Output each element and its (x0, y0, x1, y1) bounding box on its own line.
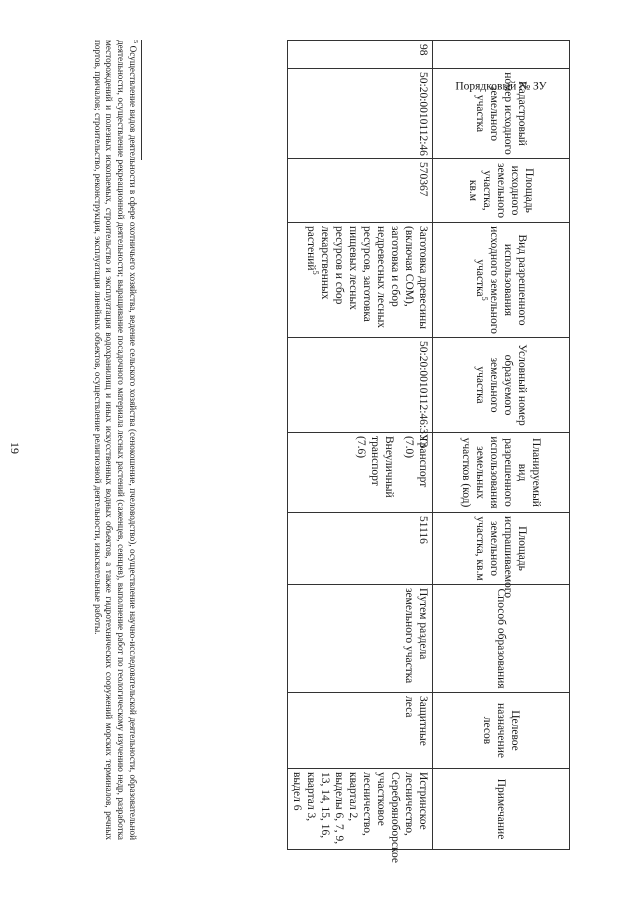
footnote-mark: 5 (132, 40, 140, 44)
cell-number: 98 (287, 41, 432, 69)
col-header-area-source: Площадь исходного земельного участка, кв.м (433, 159, 570, 223)
cell-use-type: Заготовка древесины (включая СОМ), заготовка и сбор недревесных лесных ресурсов, заготовка пищевых лесных ресурсов и сбор лекарственных растений$^5$ (287, 223, 432, 338)
col-header-cadastral: Кадастровый номер исходного земельного участка (433, 69, 570, 159)
col-header-purpose: Целевое назначение лесов (433, 693, 570, 769)
cell-planned-use (287, 433, 432, 513)
col-header-method: Способ образования (433, 585, 570, 693)
cell-cadastral: 50:20:0010112:46 (287, 69, 432, 159)
header-row (433, 41, 570, 850)
footnote (91, 40, 142, 840)
cell-purpose: Защитные леса (287, 693, 432, 769)
col-header-area-req: Площадь испрашиваемого земельного участка, кв.м (433, 513, 570, 585)
footnote-text: Осуществление видов деятельности в сфере охотничьего хозяйства, ведение сельского хозяйства (сенокошение, пчеловодство), осуществление научно-исследовательской деятельности, образовательной деятельности, осуществление рекреационной деятельности; выращивание посадочного материала лесных растений (саженцев, сеянцев), выполнение работ по геологическому изучению недр, разработка месторождений и полезных ископаемых, строительство и эксплуатация водохранилищ и иных искусственных водных объектов, а также гидротехнических сооружений морских терминалов, речных портов, причалов; строительство, реконструкция, эксплуатация линейных объектов, осуществление религиозной деятельности, изыскательные работы. (92, 40, 138, 841)
footnote-divider (141, 40, 142, 160)
cell-cond-num: 50:20:0010112:46:ЗУ3 (287, 338, 432, 433)
cell-area-req: 51116 (287, 513, 432, 585)
col-header-planned-use: Планируемый вид разрешенного использования земельных участков (код) (433, 433, 570, 513)
planned-use-1: Транспорт (7.0) (402, 436, 429, 488)
col-header-cond-num: Условный номер образуемого земельного участка (433, 338, 570, 433)
cell-note: Истринское лесничество, Серебряноборское участковое лесничество, квартал 2, выделы 6, 7, 9, 13, 14, 15, 16, квартал 3, выдел 6 (287, 769, 432, 850)
cell-method: Путем раздела земельного участка (287, 585, 432, 693)
page-number: 19 (8, 442, 22, 454)
col-header-number: Порядковый № ЗУ (433, 41, 570, 69)
cell-area-source: 570367 (287, 159, 432, 223)
rotated-sheet (50, 40, 570, 864)
table-row (287, 41, 432, 850)
land-plot-table (287, 40, 570, 864)
col-header-note: Примечание (433, 769, 570, 850)
col-header-use-type: Вид разрешенного использования исходного земельного участка$^5$ (433, 223, 570, 338)
planned-use-2: Внеуличный транспорт (7.6) (354, 436, 395, 498)
